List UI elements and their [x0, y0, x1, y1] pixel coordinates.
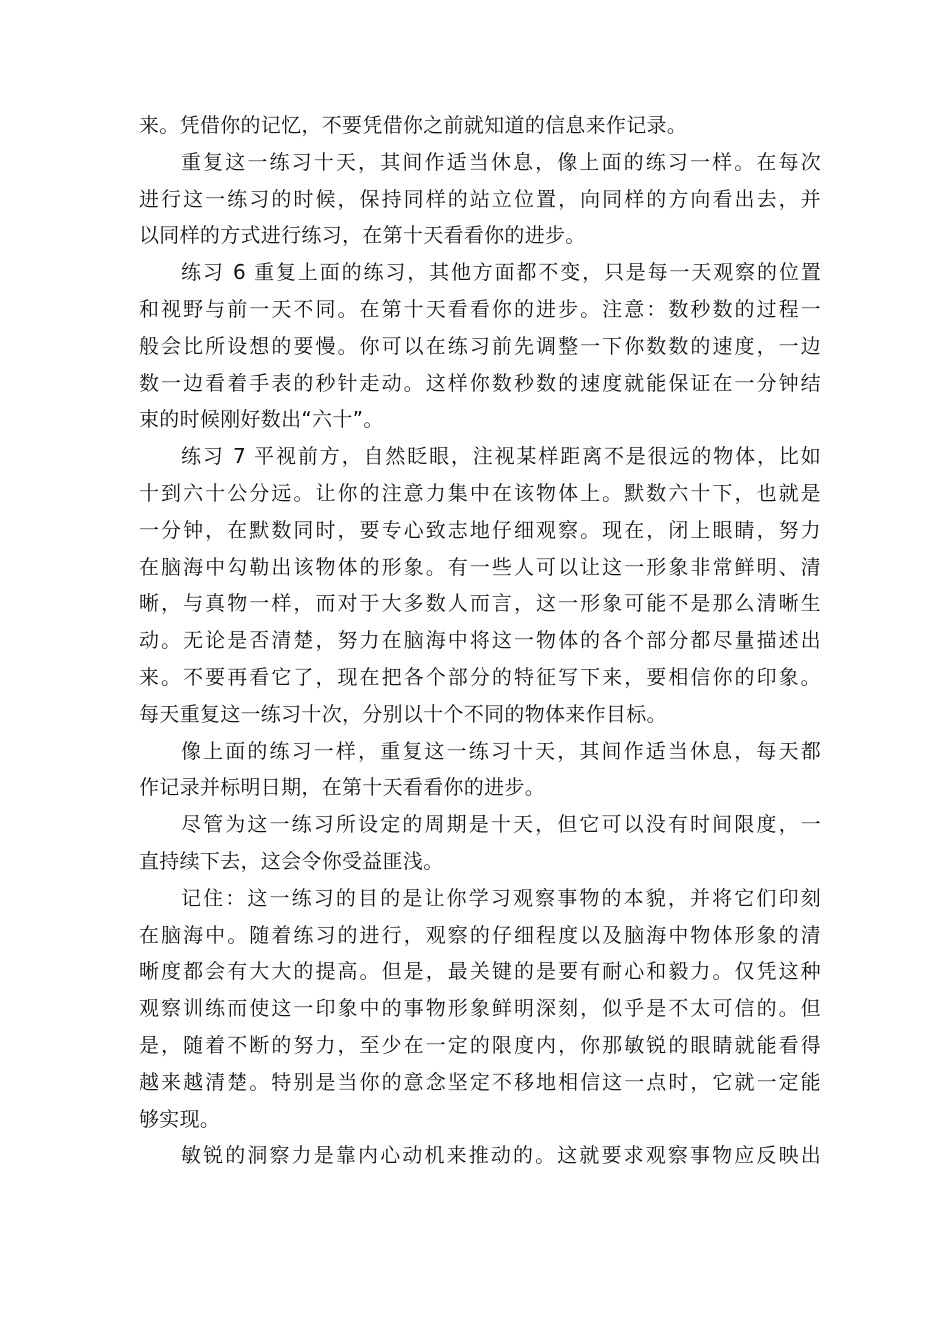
text-line: 晰，与真物一样，而对于大多数人而言，这一形象可能不是那么清晰生	[139, 591, 821, 616]
text-line: 束的时候刚好数出“六十”。	[139, 407, 384, 432]
paragraph	[139, 107, 821, 144]
text-line: 记住：这一练习的目的是让你学习观察事物的本貌，并将它们印刻	[181, 885, 821, 910]
text-line: 是，随着不断的努力，至少在一定的限度内，你那敏锐的眼睛就能看得	[139, 1032, 821, 1057]
paragraph	[139, 438, 821, 732]
text-line: 重复这一练习十天，其间作适当休息，像上面的练习一样。在每次	[181, 149, 821, 174]
text-line: 一分钟，在默数同时，要专心致志地仔细观察。现在，闭上眼睛，努力	[139, 517, 821, 542]
text-line: 练习 6 重复上面的练习，其他方面都不变，只是每一天观察的位置	[181, 260, 821, 285]
text-line: 晰度都会有大大的提高。但是，最关键的是要有耐心和毅力。仅凭这种	[139, 959, 821, 984]
text-line: 在脑海中。随着练习的进行，观察的仔细程度以及脑海中物体形象的清	[139, 922, 821, 947]
text-line: 像上面的练习一样，重复这一练习十天，其间作适当休息，每天都	[181, 738, 821, 763]
text-line: 数一边看着手表的秒针走动。这样你数秒数的速度就能保证在一分钟结	[139, 370, 821, 395]
paragraph	[139, 254, 821, 438]
text-line: 动。无论是否清楚，努力在脑海中将这一物体的各个部分都尽量描述出	[139, 628, 821, 653]
text-line: 来。不要再看它了，现在把各个部分的特征写下来，要相信你的印象。	[139, 664, 821, 689]
document-page	[139, 107, 821, 1174]
text-line: 观察训练而使这一印象中的事物形象鲜明深刻，似乎是不太可信的。但	[139, 996, 821, 1021]
text-line: 般会比所设想的要慢。你可以在练习前先调整一下你数数的速度，一边	[139, 333, 821, 358]
paragraph	[139, 733, 821, 807]
text-line: 在脑海中勾勒出该物体的形象。有一些人可以让这一形象非常鲜明、清	[139, 554, 821, 579]
paragraph	[139, 1137, 821, 1174]
text-line: 直持续下去，这会令你受益匪浅。	[139, 848, 444, 873]
text-line: 越来越清楚。特别是当你的意念坚定不移地相信这一点时，它就一定能	[139, 1069, 821, 1094]
text-line: 每天重复这一练习十次，分别以十个不同的物体来作目标。	[139, 701, 667, 726]
paragraph	[139, 880, 821, 1138]
text-line: 和视野与前一天不同。在第十天看看你的进步。注意：数秒数的过程一	[139, 296, 821, 321]
text-line: 练习 7 平视前方，自然眨眼，注视某样距离不是很远的物体，比如	[181, 444, 821, 469]
text-line: 够实现。	[139, 1106, 221, 1131]
paragraph	[139, 806, 821, 880]
text-line: 来。凭借你的记忆，不要凭借你之前就知道的信息来作记录。	[139, 113, 688, 137]
paragraph	[139, 144, 821, 254]
text-line: 作记录并标明日期，在第十天看看你的进步。	[139, 775, 545, 800]
text-line: 敏锐的洞察力是靠内心动机来推动的。这就要求观察事物应反映出	[181, 1143, 821, 1168]
text-line: 以同样的方式进行练习，在第十天看看你的进步。	[139, 223, 586, 248]
text-line: 尽管为这一练习所设定的周期是十天，但它可以没有时间限度，一	[181, 812, 821, 837]
text-line: 进行这一练习的时候，保持同样的站立位置，向同样的方向看出去，并	[139, 186, 821, 211]
text-line: 十到六十公分远。让你的注意力集中在该物体上。默数六十下，也就是	[139, 480, 821, 505]
